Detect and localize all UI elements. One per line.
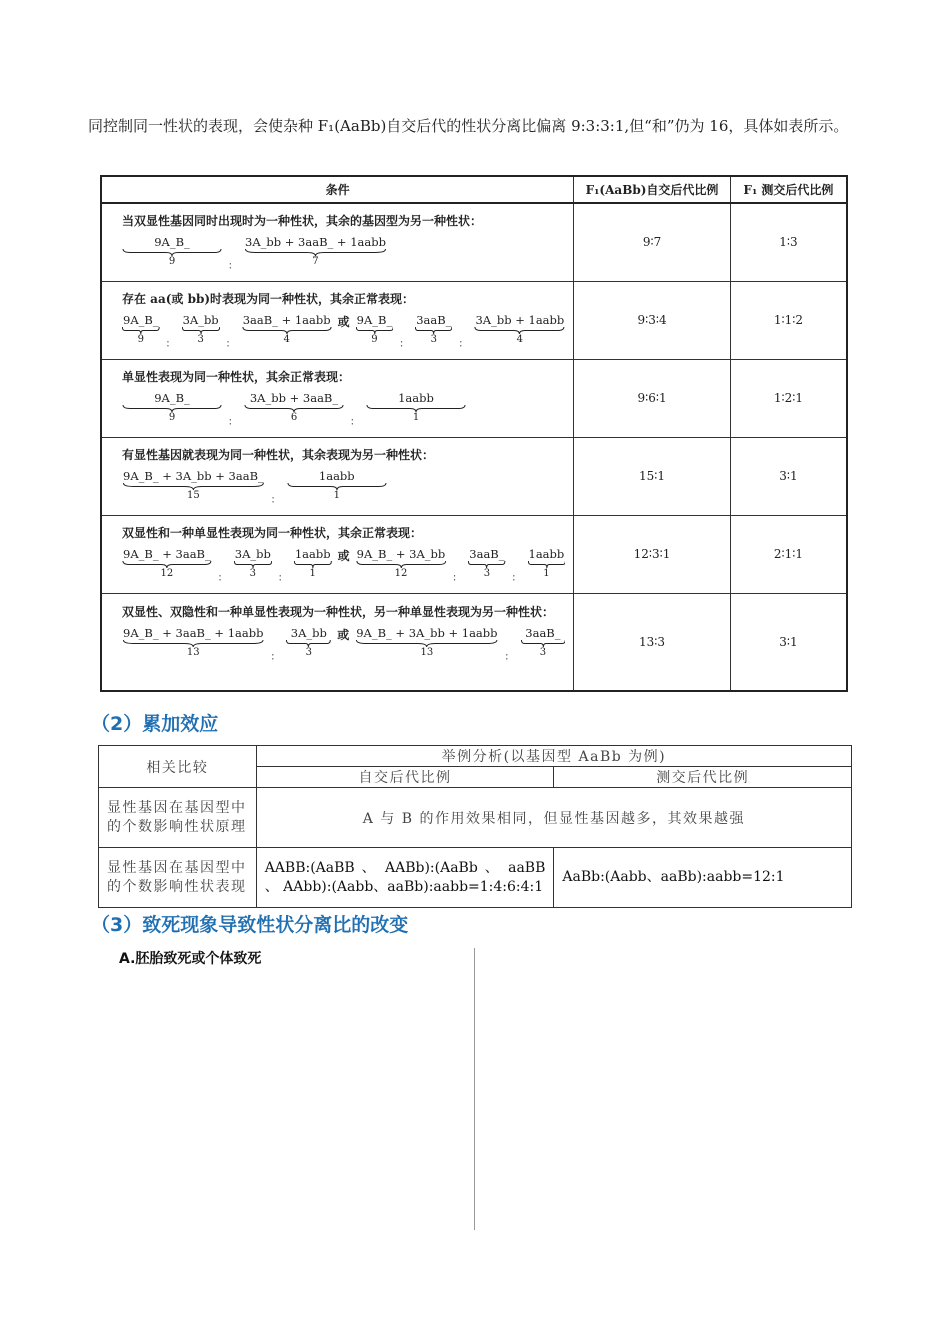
genotype-group	[356, 313, 394, 346]
genotype-term: 9A_B_	[154, 390, 190, 405]
ratio-separator: ：	[511, 572, 522, 584]
genotype-term: 9A_B_ + 3A_bb	[356, 546, 446, 561]
genotype-term: 9A_B_ + 3A_bb + 3aaB_	[123, 468, 264, 483]
genotype-term: 3aaB_	[416, 312, 452, 327]
table-row	[101, 203, 847, 281]
genotype-term: 3A_bb	[290, 625, 327, 640]
genotype-term: 1aabb	[294, 546, 331, 561]
genotype-term: 9A_B_	[154, 235, 190, 249]
group-count: 3	[430, 333, 438, 345]
underbrace	[242, 327, 332, 334]
testcross-ratio-cell: 3∶1	[730, 593, 847, 691]
genotype-term: 9A_B_ + 3aaB_ + 1aabb	[123, 625, 264, 640]
underbrace	[122, 405, 222, 412]
genotype-term: 3A_bb	[182, 312, 219, 327]
condition-cell	[101, 203, 574, 281]
group-count: 9	[371, 333, 378, 345]
group-count: 12	[160, 567, 174, 579]
underbrace	[122, 640, 264, 647]
ratio-separator: ：	[228, 261, 238, 272]
group-count: 3	[305, 646, 312, 658]
group-count: 13	[420, 646, 434, 658]
genotype-group	[287, 469, 387, 502]
genotype-term: 9A_B_ + 3A_bb + 1aabb	[356, 625, 498, 640]
group-count: 1	[309, 567, 316, 579]
ratio-separator: ：	[228, 416, 238, 428]
ratio-separator: ：	[504, 651, 515, 663]
group-count: 3	[483, 567, 491, 579]
genotype-term: 9A_B_	[123, 312, 159, 327]
underbrace	[355, 640, 498, 647]
underbrace	[468, 561, 505, 568]
group-count: 6	[290, 411, 298, 423]
genotype-term: 9A_B_ + 3aaB_	[123, 546, 211, 561]
group-count: 15	[187, 489, 200, 501]
underbrace	[182, 327, 220, 334]
group-count: 12	[394, 567, 408, 579]
header-condition: 条件	[101, 176, 574, 203]
genotype-term: 9A_B_	[356, 312, 393, 327]
underbrace	[234, 561, 272, 568]
group-count: 9	[168, 411, 176, 423]
genotype-group	[122, 626, 264, 659]
condition-text: 单显性表现为同一种性状，其余正常表现：	[122, 369, 351, 384]
group-count: 13	[186, 646, 200, 658]
group-count: 3	[249, 567, 256, 579]
or-word: 或	[337, 627, 350, 642]
subheading-embryo-lethal: A.胚胎致死或个体致死	[119, 951, 262, 967]
header-selfing: 自交后代比例	[256, 767, 554, 788]
genotype-group	[122, 469, 265, 502]
selfing-ratio-cell: 15∶1	[574, 437, 731, 515]
genotype-term: 3aaB_	[469, 546, 505, 561]
underbrace	[528, 561, 566, 568]
condition-text: 存在 aa(或 bb)时表现为同一种性状，其余正常表现：	[122, 291, 415, 306]
ratio-separator: ：	[270, 494, 281, 506]
genotype-term: 1aabb	[318, 468, 355, 483]
group-count: 1	[543, 567, 550, 579]
row-expression-testcross: AaBb:(Aabb、aaBb):aabb=12:1	[554, 848, 852, 908]
underbrace	[122, 249, 222, 256]
ratio-separator: ：	[225, 338, 236, 350]
testcross-ratio-cell: 2∶1∶1	[730, 515, 847, 593]
genotype-formula	[122, 547, 565, 584]
underbrace	[122, 327, 160, 334]
underbrace	[521, 640, 566, 647]
genotype-group	[242, 313, 332, 346]
table-row	[101, 515, 847, 593]
table-row	[101, 281, 847, 359]
underbrace	[122, 483, 265, 490]
group-count: 1	[333, 489, 340, 501]
genotype-group	[122, 547, 212, 580]
genotype-term: 3A_bb + 1aabb	[475, 312, 565, 327]
underbrace	[287, 483, 387, 490]
condition-cell	[101, 281, 574, 359]
genotype-term: 1aabb	[528, 546, 565, 561]
ratio-separator: ：	[399, 338, 410, 350]
genotype-formula	[122, 626, 565, 663]
genotype-group	[122, 391, 222, 424]
genotype-group	[355, 626, 498, 659]
underbrace	[356, 327, 394, 334]
condition-cell	[101, 359, 574, 437]
genotype-term: 3A_bb	[234, 546, 271, 561]
header-testcross: 测交后代比例	[554, 767, 852, 788]
genotype-group	[182, 313, 220, 346]
row-expression-label: 显性基因在基因型中的个数影响性状表现	[99, 848, 257, 908]
selfing-ratio-cell: 13∶3	[574, 593, 731, 691]
genotype-group	[468, 547, 505, 580]
selfing-ratio-cell: 9∶3∶4	[574, 281, 731, 359]
group-count: 3	[539, 646, 547, 658]
underbrace	[294, 561, 332, 568]
header-testcross-ratio: F₁ 测交后代比例	[730, 176, 847, 203]
or-word: 或	[337, 314, 350, 329]
ratio-separator: ：	[458, 338, 469, 350]
genotype-group	[415, 313, 452, 346]
testcross-ratio-cell: 1∶1∶2	[730, 281, 847, 359]
or-word: 或	[337, 548, 350, 563]
group-count: 4	[283, 333, 290, 345]
underbrace	[366, 405, 466, 412]
table-row	[101, 593, 847, 691]
condition-cell	[101, 593, 574, 691]
genotype-term: 1aabb	[398, 390, 434, 405]
ratio-separator: ：	[270, 651, 281, 663]
table-row	[101, 359, 847, 437]
underbrace	[286, 640, 331, 647]
underbrace	[474, 327, 565, 334]
selfing-ratio-cell: 9∶6∶1	[574, 359, 731, 437]
testcross-ratio-cell: 3∶1	[730, 437, 847, 515]
selfing-ratio-cell: 9∶7	[574, 203, 731, 281]
group-count: 9	[168, 256, 176, 267]
intro-paragraph: 同控制同一性状的表现，会使杂种 F₁(AaBb)自交后代的性状分离比偏离 9:3:3:1,但“和”仍为 16，具体如表所示。	[88, 117, 849, 135]
underbrace	[356, 561, 447, 568]
genotype-group	[528, 547, 566, 580]
genotype-group	[244, 235, 387, 268]
ratio-separator: ：	[165, 338, 176, 350]
header-related-comparison: 相关比较	[99, 746, 257, 788]
row-expression-selfing: AABB:(AaBB 、 AABb):(AaBb 、 aaBB 、 AAbb):(Aabb、aaBb):aabb=1:4:6:4:1	[256, 848, 554, 908]
genotype-group	[234, 547, 272, 580]
condition-text: 有显性基因就表现为同一种性状，其余表现为另一种性状：	[122, 447, 435, 462]
group-count: 9	[137, 333, 144, 345]
group-count: 7	[312, 256, 319, 267]
genotype-term: 3A_bb + 3aaB_	[249, 390, 339, 405]
genotype-group	[356, 547, 447, 580]
genotype-formula	[122, 391, 565, 428]
genotype-term: 3A_bb + 3aaB_ + 1aabb	[245, 235, 386, 249]
condition-cell	[101, 437, 574, 515]
group-count: 3	[197, 333, 204, 345]
genotype-group	[244, 391, 344, 424]
epistasis-table	[100, 175, 848, 692]
genotype-group	[366, 391, 466, 424]
condition-text: 双显性、双隐性和一种单显性表现为一种性状，另一种单显性表现为另一种性状：	[122, 604, 555, 619]
section-heading-lethal: （3）致死现象导致性状分离比的改变	[91, 914, 409, 936]
condition-text: 双显性和一种单显性表现为同一种性状，其余正常表现：	[122, 525, 423, 540]
group-count: 1	[412, 411, 420, 423]
genotype-group	[474, 313, 565, 346]
genotype-group	[521, 626, 566, 659]
ratio-separator: ：	[350, 416, 360, 428]
section-heading-additive: （2）累加效应	[91, 713, 219, 735]
condition-cell	[101, 515, 574, 593]
condition-text: 当双显性基因同时出现时为一种性状，其余的基因型为另一种性状：	[122, 214, 483, 228]
genotype-formula	[122, 469, 565, 506]
genotype-formula	[122, 313, 565, 350]
header-selfing-ratio: F₁(AaBb)自交后代比例	[574, 176, 731, 203]
testcross-ratio-cell: 1∶3	[730, 203, 847, 281]
ratio-separator: ：	[217, 572, 228, 584]
genotype-term: 3aaB_	[525, 625, 561, 640]
row-principle-label: 显性基因在基因型中的个数影响性状原理	[99, 788, 257, 848]
genotype-group	[294, 547, 332, 580]
genotype-group	[122, 313, 160, 346]
underbrace	[244, 405, 344, 412]
row-principle-value: A 与 B 的作用效果相同，但显性基因越多，其效果越强	[256, 788, 851, 848]
underbrace	[122, 561, 212, 568]
header-example-analysis: 举例分析(以基因型 AaBb 为例)	[256, 746, 851, 767]
testcross-ratio-cell: 1∶2∶1	[730, 359, 847, 437]
table-row	[101, 437, 847, 515]
selfing-ratio-cell: 12∶3∶1	[574, 515, 731, 593]
underbrace	[415, 327, 452, 334]
ratio-separator: ：	[277, 572, 288, 584]
genotype-term: 3aaB_ + 1aabb	[242, 312, 331, 327]
genotype-group	[286, 626, 331, 659]
underbrace	[244, 249, 387, 256]
genotype-formula	[122, 235, 565, 272]
ratio-separator: ：	[452, 572, 463, 584]
genotype-group	[122, 235, 222, 268]
column-divider	[474, 948, 475, 1230]
additive-effect-table	[98, 745, 852, 908]
group-count: 4	[516, 333, 524, 345]
